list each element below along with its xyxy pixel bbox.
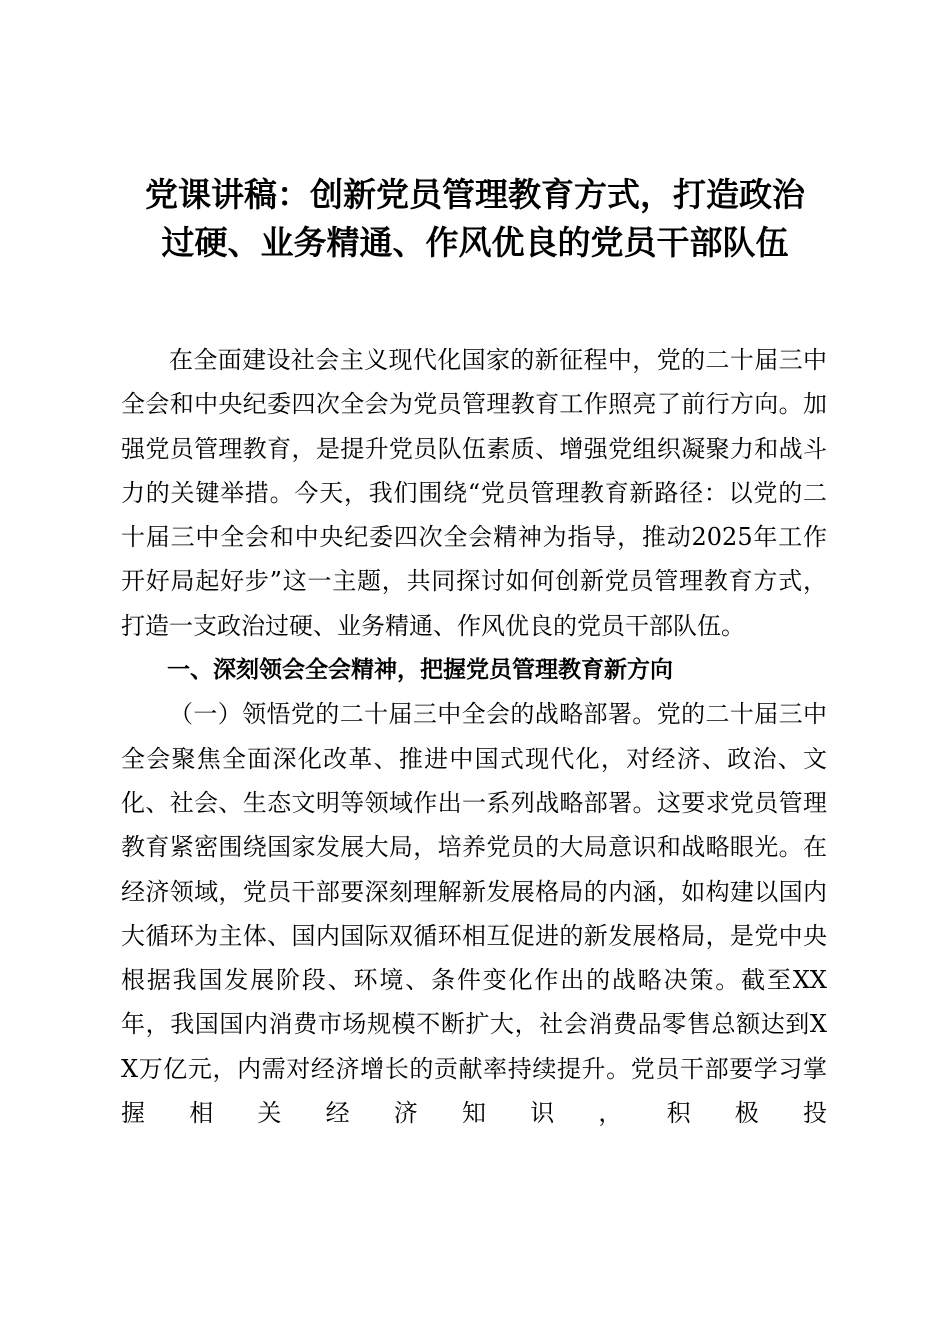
title-line-2: 过硬、业务精通、作风优良的党员干部队伍 [161,223,789,262]
section-heading: 一、深刻领会全会精神，把握党员管理教育新方向 [167,657,673,684]
title-line-1: 党课讲稿：创新党员管理教育方式，打造政治 [145,175,805,214]
document-title [100,171,850,267]
intro-paragraph: 在全面建设社会主义现代化国家的新征程中，党的二十届三中全会和中央纪委四次全会为党员管理教育工作照亮了前行方向。加强党员管理教育，是提升党员队伍素质、增强党组织凝聚力和战斗力的关键举措。今天，我们围绕“党员管理教育新路径：以党的二十届三中全会和中央纪委四次全会精神为指导，推动2025年工作开好局起好步”这一主题，共同探讨如何创新党员管理教育方式，打造一支政治过硬、业务精通、作风优良的党员干部队伍。 [121,346,827,640]
subsection-paragraph: （一）领悟党的二十届三中全会的战略部署。党的二十届三中全会聚焦全面深化改革、推进中国式现代化，对经济、政治、文化、社会、生态文明等领域作出一系列战略部署。这要求党员管理教育紧密围绕国家发展大局，培养党员的大局意识和战略眼光。在经济领域，党员干部要深刻理解新发展格局的内涵，如构建以国内大循环为主体、国内国际双循环相互促进的新发展格局，是党中央根据我国发展阶段、环境、条件变化作出的战略决策。截至XX年，我国国内消费市场规模不断扩大，社会消费品零售总额达到XX万亿元，内需对经济增长的贡献率持续提升。党员干部要学习掌握相关经济知识，积极投 [121,700,827,1128]
document-body [121,338,827,1135]
